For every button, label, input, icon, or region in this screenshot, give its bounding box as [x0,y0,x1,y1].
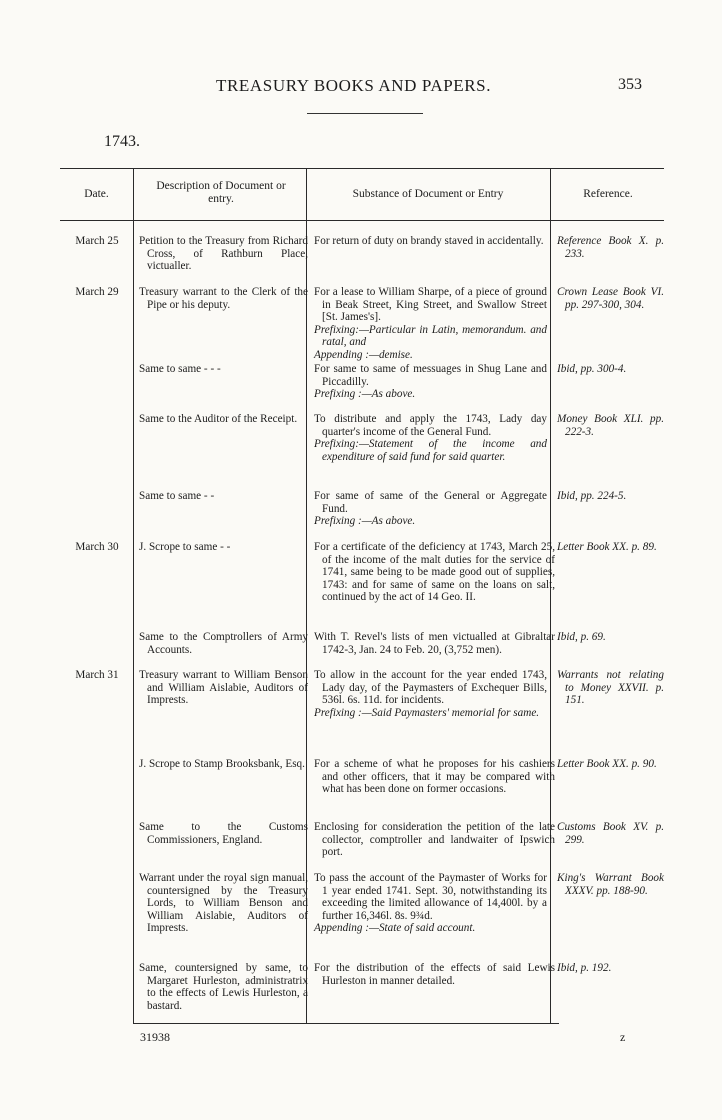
substance-appending: Appending :—State of said account. [314,922,476,935]
entry-description: Same, countersigned by same, to Margaret Hurleston, administratrix to the effects of Lewis Hurleston, a bastard. [139,962,308,1012]
entry-description: J. Scrope to Stamp Brooksbank, Esq. [139,758,305,770]
column-header-description: Description of Document or entry. [156,180,286,205]
entry-description: Same to same - - - [139,363,221,375]
entry-reference: Customs Book XV. p. 299. [557,821,664,846]
entry-description: Warrant under the royal sign manual, countersigned by the Treasury Lords, to William Benson and William Aislabie, Auditors of Imprests. [139,872,308,935]
entry-date: March 31 [75,669,119,681]
entry-substance: For a scheme of what he proposes for his cashiers and other officers, that it may be compared with what has been done on former occasions. [314,758,555,796]
substance-main: For same to same of messuages in Shug Lane and Piccadilly. [314,363,547,388]
substance-prefixing: Prefixing :—As above. [314,515,416,528]
year-heading: 1743. [104,133,140,150]
substance-prefixing: Prefixing :—As above. [314,388,416,401]
substance-main: To distribute and apply the 1743, Lady day quarter's income of the General Fund. [314,413,547,438]
table-top-rule [60,168,664,169]
substance-main: To allow in the account for the year ended 1743, Lady day, of the Paymasters of Exchequer Bills, 536l. 6s. 11d. for incidents. [314,669,547,707]
entry-reference: Ibid, pp. 224-5. [557,490,627,502]
entry-substance [314,413,547,463]
records-table [60,168,664,1024]
entry-description: Same to the Comptrollers of Army Accounts. [139,631,308,656]
entry-date: March 25 [75,235,119,247]
entry-reference: Crown Lease Book VI. pp. 297-300, 304. [557,286,664,311]
entry-description: Petition to the Treasury from Richard Cross, of Rathburn Place, victualler. [139,235,308,273]
entry-substance [314,872,547,935]
entry-reference: King's Warrant Book XXXV. pp. 188-90. [557,872,664,897]
entry-description: Treasury warrant to William Benson and William Aislabie, Auditors of Imprests. [139,669,308,707]
entry-description: Treasury warrant to the Clerk of the Pipe or his deputy. [139,286,308,311]
substance-main: For same of same of the General or Aggregate Fund. [314,490,547,515]
entry-reference: Money Book XLI. pp. 222-3. [557,413,664,438]
entry-substance: For a certificate of the deficiency at 1743, March 25, of the income of the malt duties for the service of 1741, same being to be made good out of supplies, 1743: and for same of same on the loans on salt, continued by the act of 14 Geo. II. [314,541,555,604]
substance-main: To pass the account of the Paymaster of Works for 1 year ended 1741. Sept. 30, notwithstanding its exceeding the limited allowance of 14,400l. by a further 16,346l. 8s. 9¾d. [314,872,547,922]
entry-substance [314,363,547,401]
header-bottom-rule [60,220,664,221]
page-number: 353 [618,76,642,93]
substance-main: For a lease to William Sharpe, of a piece of ground in Beak Street, King Street, and Swallow Street [St. James's]. [314,286,547,324]
substance-prefixing: Prefixing:—Statement of the income and expenditure of said fund for said quarter. [314,438,547,463]
column-header-date: Date. [84,188,109,200]
entry-substance [314,490,547,528]
entry-date: March 30 [75,541,119,553]
column-header-substance: Substance of Document or Entry [352,188,504,200]
header-rule [307,113,423,114]
column-header-reference: Reference. [583,188,633,200]
entry-reference: Ibid, p. 69. [557,631,606,643]
entry-substance: Enclosing for consideration the petition of the late collector, comptroller and landwaiter of Ipswich port. [314,821,555,859]
entry-substance [314,286,547,362]
running-head [0,76,722,100]
substance-prefixing: Prefixing :—Said Paymasters' memorial for same. [314,706,540,719]
substance-appending: Appending :—demise. [314,348,413,361]
entry-description: Same to same - - [139,490,215,502]
table-bottom-rule [133,1023,559,1024]
entry-substance: For the distribution of the effects of said Lewis Hurleston in manner detailed. [314,962,555,987]
entry-date: March 29 [75,286,119,298]
entry-reference: Reference Book X. p. 233. [557,235,664,260]
column-rule-date [133,168,134,1024]
entry-reference: Warrants not relating to Money XXVII. p. 151. [557,669,664,707]
entry-substance: For return of duty on brandy staved in accidentally. [314,235,544,247]
gathering-mark: z [620,1030,626,1044]
entry-reference: Ibid, pp. 300-4. [557,363,627,375]
entry-reference: Letter Book XX. p. 90. [557,758,657,770]
entry-description: Same to the Auditor of the Receipt. [139,413,298,425]
running-title: TREASURY BOOKS AND PAPERS. [216,76,492,95]
entry-description: J. Scrope to same - - [139,541,231,553]
entry-description: Same to the Customs Commissioners, England. [139,821,308,846]
substance-prefixing: Prefixing:—Particular in Latin, memorandum. and ratal, and [314,323,547,349]
entry-reference: Letter Book XX. p. 89. [557,541,657,553]
signature-number: 31938 [140,1030,170,1044]
entry-substance: With T. Revel's lists of men victualled at Gibraltar 1742-3, Jan. 24 to Feb. 20, (3,752 men). [314,631,555,656]
entry-substance [314,669,547,719]
entry-reference: Ibid, p. 192. [557,962,612,974]
